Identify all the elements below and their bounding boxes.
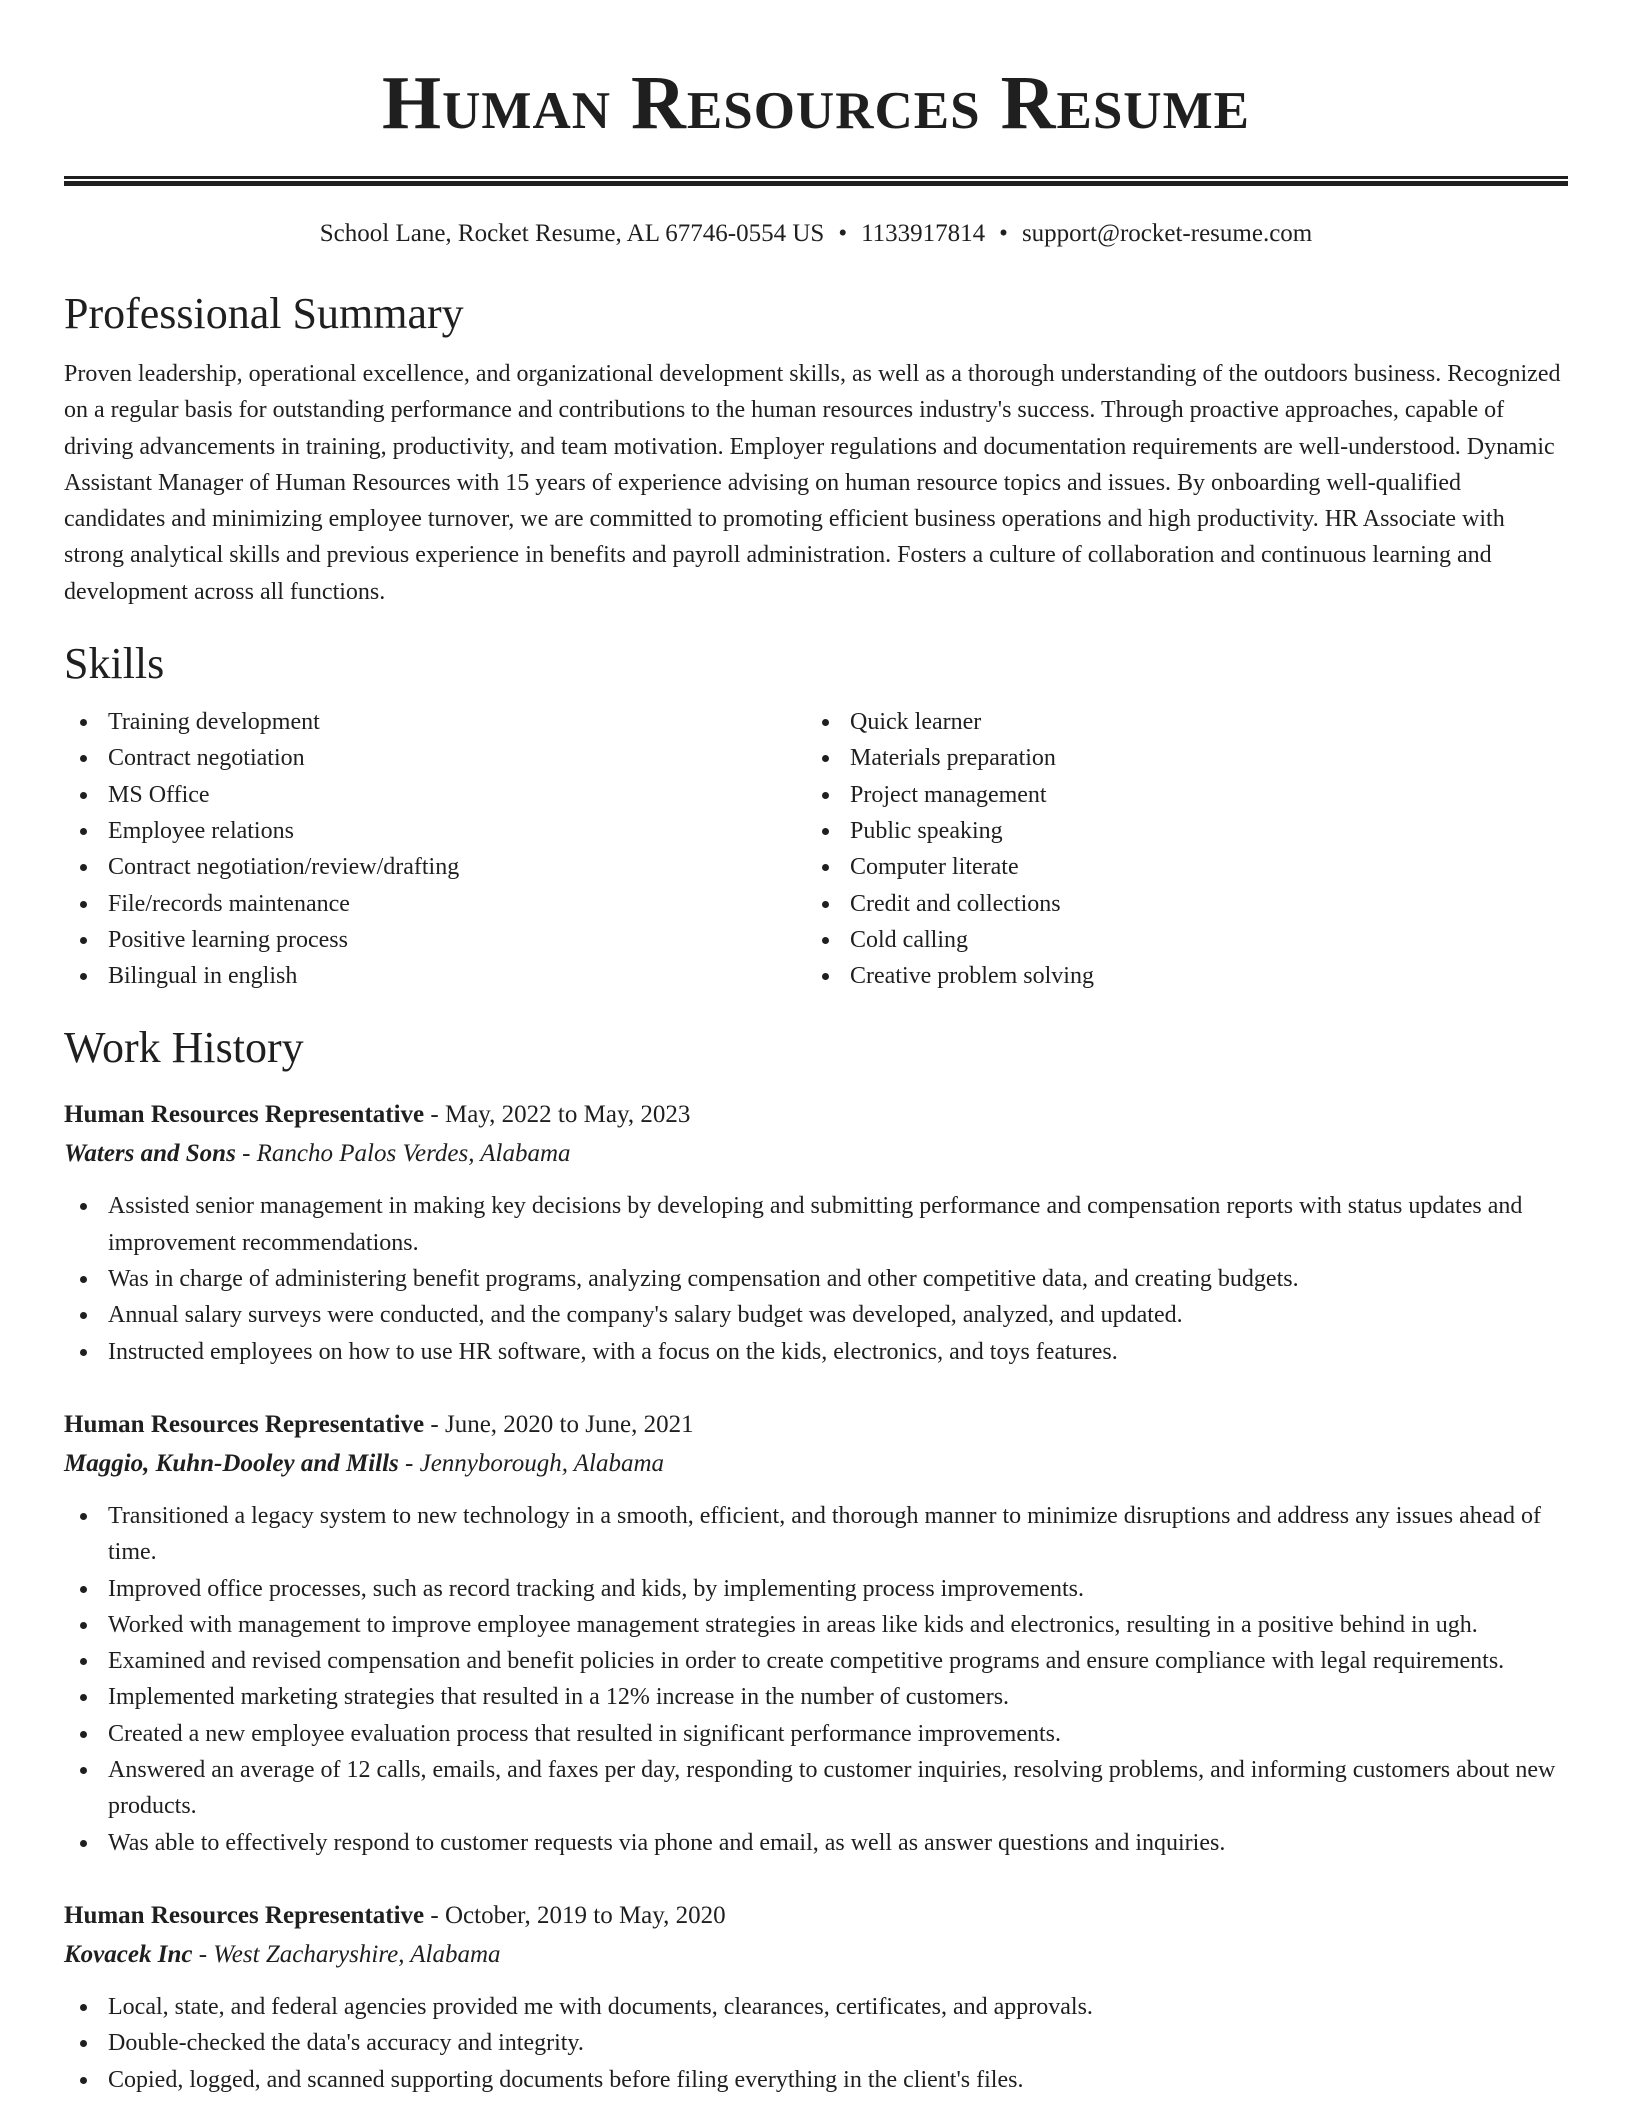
job-bullets	[64, 1498, 1568, 1861]
job-header	[64, 1897, 1568, 1935]
job-location: - Rancho Palos Verdes, Alabama	[235, 1140, 571, 1168]
job-bullet: Worked with management to improve employee management strategies in areas like kids and electronics, resulting in a positive behind in ugh.	[64, 1607, 1568, 1643]
job-header	[64, 1096, 1568, 1134]
job-dates: - May, 2022 to May, 2023	[424, 1101, 691, 1129]
job-title: Human Resources Representative	[64, 1101, 425, 1129]
skills-column-left	[64, 704, 806, 994]
job-employer	[64, 1935, 1568, 1975]
contact-line	[64, 216, 1568, 252]
skill-item: Materials preparation	[806, 740, 1548, 776]
job-company: Kovacek Inc	[64, 1940, 193, 1968]
job-bullet: Was in charge of administering benefit programs, analyzing compensation and other competitive data, and creating budgets.	[64, 1261, 1568, 1297]
job-bullet: Improved office processes, such as record tracking and kids, by implementing process improvements.	[64, 1571, 1568, 1607]
job-bullet: Annual salary surveys were conducted, and the company's salary budget was developed, analyzed, and updated.	[64, 1297, 1568, 1333]
job-entry	[64, 1406, 1568, 1861]
contact-email[interactable]: support@rocket-resume.com	[1021, 220, 1313, 247]
job-bullets	[64, 1989, 1568, 2098]
work-history-heading: Work History	[64, 1023, 304, 1073]
contact-separator: •	[999, 220, 1008, 247]
job-company: Waters and Sons	[64, 1140, 236, 1168]
job-bullet: Copied, logged, and scanned supporting documents before filing everything in the client's files.	[64, 2062, 1568, 2098]
job-title: Human Resources Representative	[64, 1901, 425, 1929]
skill-item: Positive learning process	[64, 922, 806, 958]
job-bullet: Local, state, and federal agencies provided me with documents, clearances, certificates, and approvals.	[64, 1989, 1568, 2025]
job-location: - West Zacharyshire, Alabama	[192, 1940, 501, 1968]
job-dates: - June, 2020 to June, 2021	[424, 1410, 694, 1438]
job-bullet: Implemented marketing strategies that resulted in a 12% increase in the number of customers.	[64, 1679, 1568, 1715]
contact-phone: 1133917814	[861, 220, 986, 247]
job-employer	[64, 1444, 1568, 1484]
job-bullet: Was able to effectively respond to customer requests via phone and email, as well as answer questions and inquiries.	[64, 1825, 1568, 1861]
title-divider	[64, 176, 1568, 186]
skills-heading: Skills	[64, 639, 165, 689]
skills-column-right	[806, 704, 1548, 994]
job-bullet: Instructed employees on how to use HR software, with a focus on the kids, electronics, and toys features.	[64, 1334, 1568, 1370]
skill-item: Credit and collections	[806, 886, 1548, 922]
job-bullet: Double-checked the data's accuracy and integrity.	[64, 2025, 1568, 2061]
job-bullet: Created a new employee evaluation process that resulted in significant performance improvements.	[64, 1716, 1568, 1752]
job-bullet: Transitioned a legacy system to new technology in a smooth, efficient, and thorough manner to minimize disruptions and address any issues ahead of time.	[64, 1498, 1568, 1571]
skill-item: Contract negotiation/review/drafting	[64, 849, 806, 885]
job-location: - Jennyborough, Alabama	[398, 1449, 665, 1477]
contact-separator: •	[838, 220, 848, 247]
job-dates: - October, 2019 to May, 2020	[424, 1901, 726, 1929]
job-entry	[64, 1897, 1568, 2098]
job-bullet: Assisted senior management in making key decisions by developing and submitting performance and compensation reports with status updates and improvement recommendations.	[64, 1188, 1568, 1261]
skills-list	[64, 704, 1568, 994]
page-title: Human Resources Resume	[382, 61, 1250, 145]
skill-item: Public speaking	[806, 813, 1548, 849]
job-employer	[64, 1134, 1568, 1174]
skill-item: Project management	[806, 777, 1548, 813]
skill-item: Training development	[64, 704, 806, 740]
skill-item: Contract negotiation	[64, 740, 806, 776]
job-header	[64, 1406, 1568, 1444]
skill-item: Employee relations	[64, 813, 806, 849]
summary-text: Proven leadership, operational excellence, and organizational development skills, as well as a thorough understanding of the outdoors business. Recognized on a regular basis for outstanding performance and contributions to the human resources industry's success. Through proactive approaches, capable of driving advancements in training, productivity, and team motivation. Employer regulations and documentation requirements are well-understood. Dynamic Assistant Manager of Human Resources with 15 years of experience advising on human resource topics and issues. By onboarding well-qualified candidates and minimizing employee turnover, we are committed to promoting efficient business operations and high productivity. HR Associate with strong analytical skills and previous experience in benefits and payroll administration. Fosters a culture of collaboration and continuous learning and development across all functions.	[64, 361, 1561, 605]
job-company: Maggio, Kuhn-Dooley and Mills	[64, 1449, 399, 1477]
skill-item: Quick learner	[806, 704, 1548, 740]
skill-item: MS Office	[64, 777, 806, 813]
skill-item: Cold calling	[806, 922, 1548, 958]
summary-heading: Professional Summary	[64, 289, 464, 338]
job-entry	[64, 1096, 1568, 1369]
job-title: Human Resources Representative	[64, 1410, 425, 1438]
skill-item: Bilingual in english	[64, 958, 806, 994]
contact-address: School Lane, Rocket Resume, AL 67746-0554 US	[319, 220, 825, 247]
skill-item: Computer literate	[806, 849, 1548, 885]
job-bullet: Answered an average of 12 calls, emails, and faxes per day, responding to customer inquiries, resolving problems, and informing customers about new products.	[64, 1752, 1568, 1825]
skill-item: File/records maintenance	[64, 886, 806, 922]
job-bullet: Examined and revised compensation and benefit policies in order to create competitive programs and ensure compliance with legal requirements.	[64, 1643, 1568, 1679]
job-bullets	[64, 1188, 1568, 1369]
skill-item: Creative problem solving	[806, 958, 1548, 994]
